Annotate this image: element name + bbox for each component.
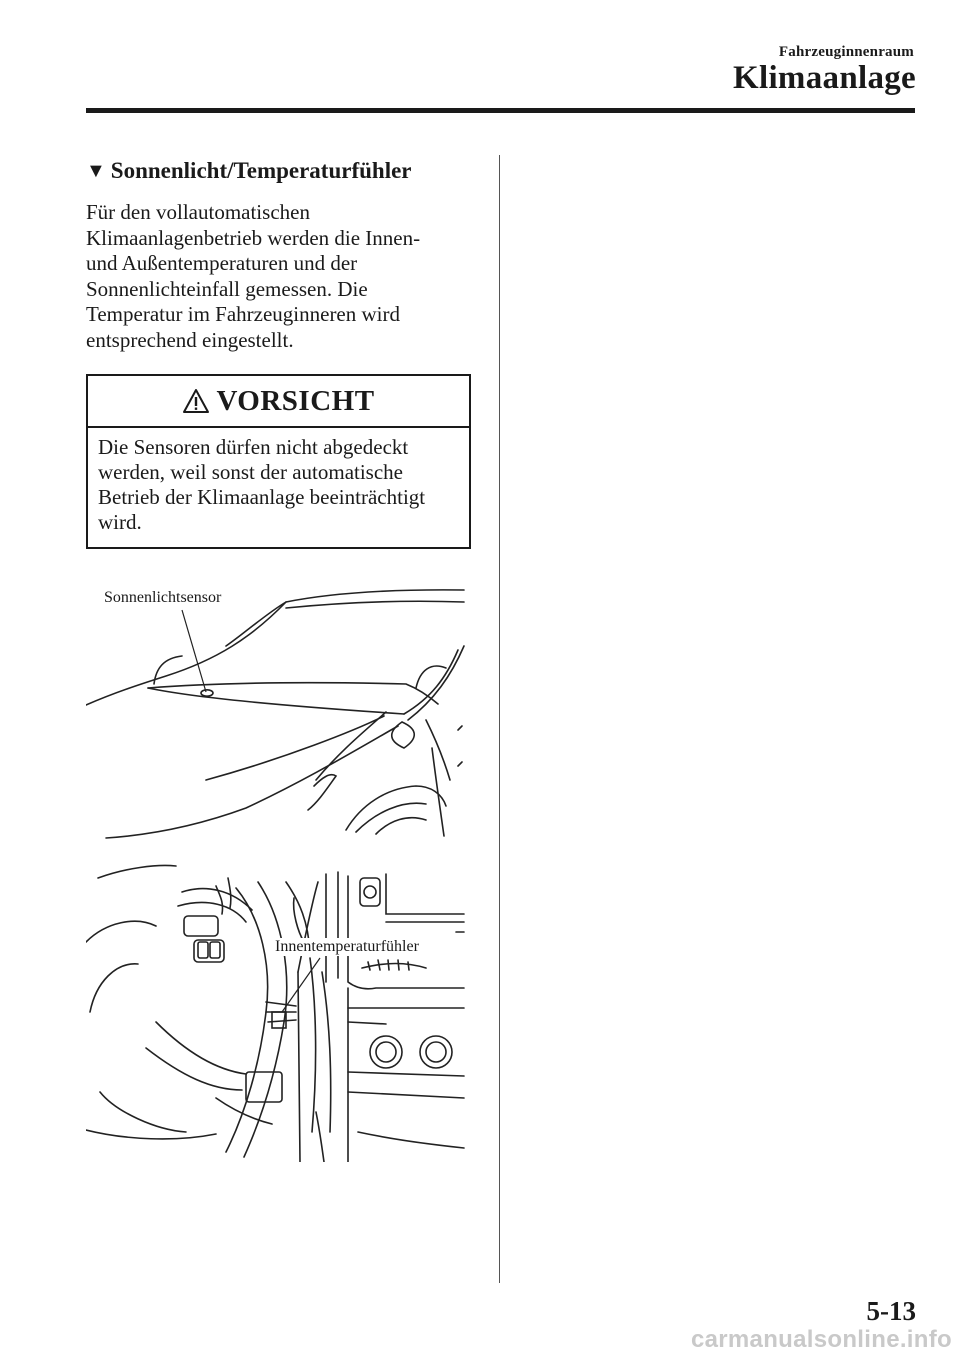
watermark: carmanualsonline.info	[690, 1326, 952, 1353]
cabin-sensor-illustration	[86, 862, 466, 1162]
cabin-sensor-leader-line	[278, 956, 324, 1016]
warning-triangle-icon	[182, 388, 210, 414]
caution-title: VORSICHT	[216, 384, 375, 417]
header-section-label: Fahrzeuginnenraum	[778, 44, 914, 60]
column-divider	[499, 155, 500, 1283]
caution-header	[88, 376, 469, 428]
caution-text: Die Sensoren dürfen nicht abgedeckt werden, weil sonst der automatische Betrieb der Klimaanlage beeinträchtigt wird.	[98, 435, 426, 534]
heading-marker-icon: ▼	[86, 160, 106, 182]
sun-sensor-illustration	[86, 580, 466, 840]
page-number: 5-13	[866, 1296, 916, 1326]
sun-sensor-leader-line	[180, 608, 210, 696]
body-paragraph: Für den vollautomatischen Klimaanlagenbetrieb werden die Innen- und Außentemperaturen und der Sonnenlichteinfall gemessen. Die Temperatur im Fahrzeuginneren wird entsprechend eingestellt.	[86, 200, 421, 352]
header-title: Klimaanlage	[733, 60, 916, 96]
heading-text: Sonnenlicht/Temperaturfühler	[110, 158, 412, 183]
header-rule	[86, 108, 915, 113]
section-heading	[86, 158, 412, 184]
cabin-sensor-callout-label: Innentemperaturfühler	[275, 938, 419, 955]
caution-box	[86, 374, 471, 549]
sun-sensor-callout-label: Sonnenlichtsensor	[104, 589, 222, 606]
